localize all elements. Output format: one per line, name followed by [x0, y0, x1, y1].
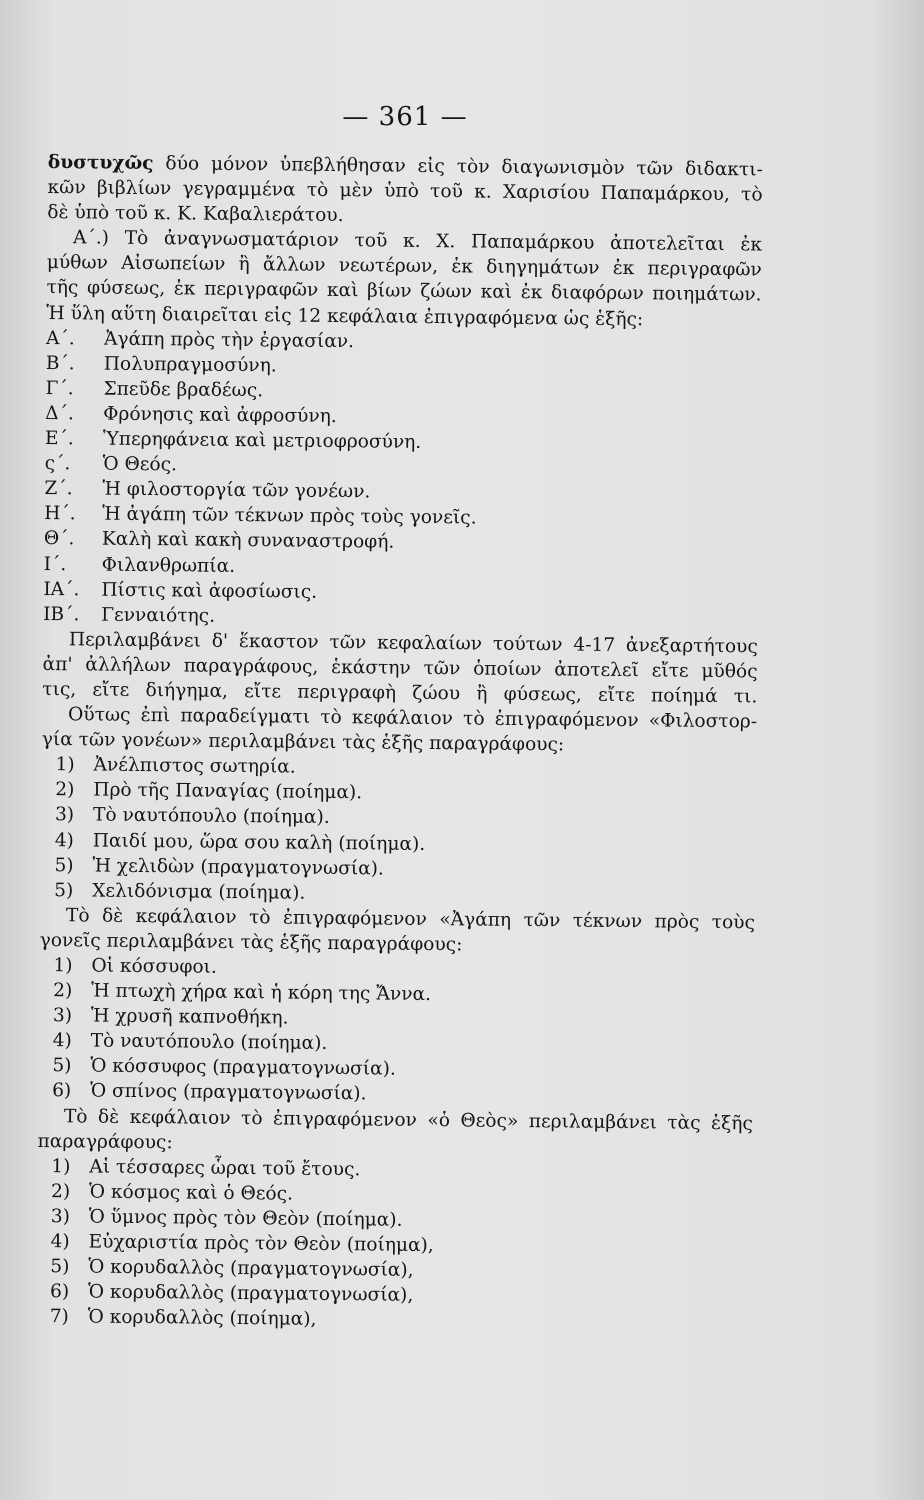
list-mark: 1): [51, 1155, 71, 1178]
chapter-title: Γενναιότης.: [101, 604, 216, 627]
list-text: Εὐχαριστία πρὸς τὸν Θεὸν (ποίημα),: [88, 1231, 434, 1257]
chapter-mark: ΙΒ΄.: [43, 603, 80, 626]
chapter-title: Ὁ Θεός.: [102, 453, 178, 476]
paragraph-line: μύθων Αἰσωπείων ἢ ἄλλων νεωτέρων, ἐκ διηγημάτων ἐκ περιγραφῶν: [46, 252, 762, 281]
paragraph-line: Περιλαμβάνει δ' ἕκαστον τῶν κεφαλαίων τούτων 4-17 ἀνεξαρτήτους: [68, 629, 758, 658]
paragraph-line: παραγράφους:: [37, 1130, 173, 1154]
list-mark: 6): [52, 1080, 72, 1102]
list-mark: 3): [54, 804, 75, 826]
chapter-mark: Ι΄.: [43, 553, 67, 575]
list-text: Τὸ ναυτόπουλο (ποίημα).: [92, 804, 330, 829]
paragraph-line: Οὕτως ἐπὶ παραδείγματι τὸ κεφάλαιον τὸ ἐπιγραφόμενον «Φιλοστορ-: [67, 704, 758, 733]
list-text: Ὁ κορυδαλλὸς (πραγματογνωσία),: [88, 1256, 414, 1282]
chapter-title: Ἡ φιλοστοργία τῶν γονέων.: [102, 478, 371, 503]
chapter-mark: ς΄.: [44, 453, 71, 475]
paragraph-list-1: [40, 752, 757, 910]
list-text: Ὁ ὕμνος πρὸς τὸν Θεὸν (ποίημα).: [88, 1206, 403, 1231]
list-text: Πρὸ τῆς Παναγίας (ποίημα).: [93, 779, 363, 804]
list-mark: 5): [54, 854, 74, 876]
list-text: Οἱ κόσσυφοι.: [91, 955, 217, 978]
paragraph-line: Ἡ ὕλη αὕτη διαιρεῖται εἰς 12 κεφάλαια ἐπιγραφόμενα ὡς ἑξῆς:: [46, 302, 644, 330]
chapter-title: Καλὴ καὶ κακὴ συναναστροφή.: [101, 528, 395, 554]
list-mark: 7): [49, 1306, 69, 1328]
paragraph-line: γία τῶν γονέων» περιλαμβάνει τὰς ἑξῆς παραγράφους:: [41, 729, 565, 756]
list-mark: 4): [52, 1030, 72, 1052]
chapter-mark: ΙΑ΄.: [43, 578, 80, 600]
chapter-title: Ἡ ἀγάπη τῶν τέκνων πρὸς τοὺς γονεῖς.: [102, 503, 477, 529]
list-text: Ἀνέλπιστος σωτηρία.: [93, 754, 296, 778]
list-mark: 4): [54, 829, 74, 851]
list-mark: 5): [50, 1256, 70, 1278]
body-line: δὲ ὑπὸ τοῦ κ. Κ. Καβαλιεράτου.: [47, 202, 344, 227]
chapter-title: Ὑπερηφάνεια καὶ μετριοφροσύνη.: [102, 428, 422, 453]
chapter-title: Ἀγάπη πρὸς τὴν ἐργασίαν.: [103, 328, 355, 352]
list-mark: 3): [52, 1005, 73, 1027]
first-word: δυστυχῶς: [47, 151, 154, 175]
list-mark: 2): [55, 779, 75, 801]
paragraph-line: ἀπ' ἀλλήλων παραγράφους, ἑκάστην τῶν ὁποίων ἀποτελεῖ εἴτε μῦθός: [42, 653, 758, 683]
body-line: κῶν βιβλίων γεγραμμένα τὸ μὲν ὑπὸ τοῦ κ. Χαρισίου Παπαμάρκου, τὸ: [47, 177, 763, 206]
list-text: Ὁ κόσμος καὶ ὁ Θεός.: [88, 1181, 294, 1205]
chapter-mark: Η΄.: [44, 503, 76, 525]
list-text: Ἡ πτωχὴ χήρα καὶ ἡ κόρη της Ἄννα.: [91, 980, 432, 1006]
paragraph-line: τις, εἴτε διήγημα, εἴτε περιγραφὴ ζώου ἢ φύσεως, εἴτε ποίημά τι.: [42, 678, 758, 708]
chapter-mark: Ζ΄.: [44, 478, 73, 500]
chapter-title: Σπεῦδε βραδέως.: [103, 378, 264, 402]
chapter-mark: Δ΄.: [45, 402, 74, 425]
list-mark: 5): [52, 1055, 72, 1077]
list-mark: 5): [54, 879, 74, 902]
list-mark: 2): [50, 1180, 71, 1203]
chapter-title: Φιλανθρωπία.: [101, 554, 236, 577]
list-mark: 1): [53, 955, 73, 977]
list-text: Ὁ σπίνος (πραγματογνωσία).: [90, 1080, 367, 1105]
list-text: Ἡ χρυσῆ καπνοθήκη.: [90, 1005, 289, 1029]
list-mark: 2): [53, 980, 73, 1002]
chapter-mark: Θ΄.: [43, 528, 75, 550]
list-text: Χελιδόνισμα (ποίημα).: [92, 880, 306, 904]
paragraph-line: Α΄.) Τὸ ἀναγνωσματάριον τοῦ κ. Χ. Παπαμάρκου ἀποτελεῖται ἐκ: [72, 227, 763, 256]
chapter-title: Πολυπραγμοσύνη.: [103, 353, 277, 377]
chapter-mark: Β΄.: [45, 352, 75, 375]
paragraph-line: γονεῖς περιλαμβάνει τὰς ἑξῆς παραγράφους:: [39, 929, 463, 956]
first-line-rest: δύο μόνον ὑπεβλήθησαν εἰς τὸν διαγωνισμὸν τῶν διδακτι-: [165, 153, 763, 181]
list-text: Ὁ κορυδαλλὸς (ποίημα),: [87, 1306, 317, 1331]
page-body: [36, 150, 763, 1337]
list-mark: 6): [49, 1281, 70, 1303]
paragraph-list-3: [36, 1154, 753, 1337]
paragraph-line: τῆς φύσεως, ἐκ περιγραφῶν καὶ βίων ζώων καὶ ἐκ διαφόρων ποιημάτων.: [46, 277, 762, 306]
list-text: Τὸ ναυτόπουλο (ποίημα).: [90, 1030, 328, 1055]
page-number: — 361 —: [342, 102, 468, 132]
list-text: Παιδί μου, ὥρα σου καλὴ (ποίημα).: [92, 830, 426, 855]
list-text: Αἱ τέσσαρες ὧραι τοῦ ἔτους.: [89, 1156, 361, 1181]
chapter-mark: Ε΄.: [44, 428, 74, 450]
list-text: Ὁ κόσσυφος (πραγματογνωσία).: [90, 1055, 396, 1081]
paragraph-list-2: [38, 953, 755, 1111]
chapter-title: Πίστις καὶ ἀφοσίωσις.: [101, 579, 318, 603]
paragraph-line: Τὸ δὲ κεφάλαιον τὸ ἐπιγραφόμενον «Ἀγάπη τῶν τέκνων πρὸς τοὺς: [65, 905, 756, 934]
chapter-mark: Α΄.: [45, 327, 75, 349]
chapter-list: [43, 326, 761, 635]
list-text: Ἡ χελιδὼν (πραγματογνωσία).: [92, 855, 384, 880]
chapter-mark: Γ΄.: [45, 377, 74, 400]
chapter-title: Φρόνησις καὶ ἀφροσύνη.: [103, 403, 337, 427]
list-mark: 3): [50, 1206, 71, 1228]
list-mark: 4): [50, 1231, 70, 1253]
list-text: Ὁ κορυδαλλὸς (πραγματογνωσία),: [87, 1281, 414, 1307]
paragraph-line: Τὸ δὲ κεφάλαιον τὸ ἐπιγραφόμενον «ὁ Θεὸς» περιλαμβάνει τὰς ἑξῆς: [63, 1105, 753, 1134]
list-mark: 1): [55, 754, 75, 776]
